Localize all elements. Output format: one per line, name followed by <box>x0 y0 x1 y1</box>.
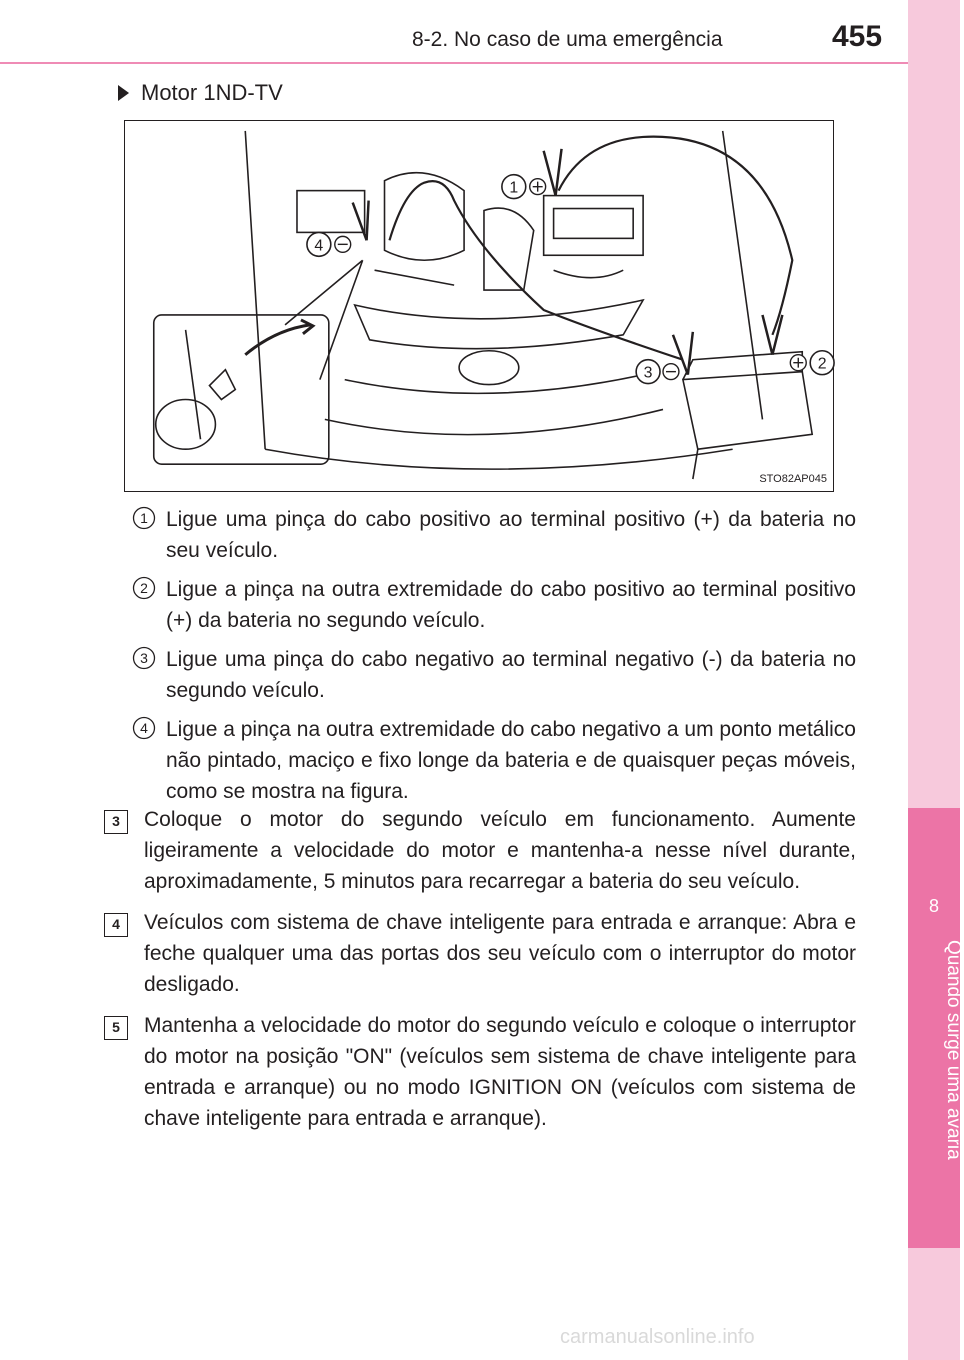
svg-text:2: 2 <box>140 580 148 596</box>
substep-text: Ligue a pinça na outra extremidade do cabo negativo a um ponto metálico não pintado, maciço e fixo longe da bateria e de quaisquer peças móveis, como se mostra na figura. <box>166 718 856 803</box>
circled-number-3 <box>132 646 166 670</box>
step-text: Coloque o motor do segundo veículo em funcionamento. Aumente ligeiramente a velocidade do motor e mantenha-a nesse nível durante, aproximadamente, 5 minutos para recarregar a bateria do seu veículo. <box>144 808 856 893</box>
list-item <box>104 804 856 897</box>
chapter-number: 8 <box>928 896 939 916</box>
section-heading <box>118 80 283 106</box>
substep-list <box>132 504 856 815</box>
page-number: 455 <box>832 20 883 53</box>
svg-text:1: 1 <box>140 510 148 526</box>
step-text: Mantenha a velocidade do motor do segundo veículo e coloque o interruptor do motor na posição "ON" (veículos sem sistema de chave inteligente para entrada e arranque) ou no modo IGNITION ON (veículos com sistema de chave inteligente para entrada e arranque). <box>144 1014 856 1130</box>
step-text: Veículos com sistema de chave inteligente para entrada e arranque: Abra e feche qualquer uma das portas dos seu veículo com o interruptor do motor desligado. <box>144 911 856 996</box>
step-number-box: 4 <box>104 907 144 1000</box>
engine-bay-drawing <box>125 121 833 491</box>
list-item <box>132 714 856 807</box>
list-item <box>132 574 856 636</box>
circled-number-1 <box>132 506 166 530</box>
circled-number-2 <box>132 576 166 600</box>
substep-text: Ligue uma pinça do cabo negativo ao terminal negativo (-) da bateria no segundo veículo. <box>166 648 856 702</box>
substep-text: Ligue uma pinça do cabo positivo ao terminal positivo (+) da bateria no seu veículo. <box>166 508 856 562</box>
watermark: carmanualsonline.info <box>560 1326 755 1348</box>
section-heading-text: Motor 1ND-TV <box>141 80 283 105</box>
arrow-right-icon <box>118 85 129 101</box>
list-item <box>132 644 856 706</box>
step-number-box: 3 <box>104 804 144 897</box>
list-item <box>104 907 856 1000</box>
callout-4-label: 4 <box>314 237 324 255</box>
callout-2-label: 2 <box>817 355 827 373</box>
list-item <box>104 1010 856 1134</box>
jump-start-illustration <box>124 120 834 492</box>
svg-text:4: 4 <box>140 720 148 736</box>
step-number-box: 5 <box>104 1010 144 1134</box>
step-list <box>104 804 856 1144</box>
circled-number-4 <box>132 716 166 740</box>
chapter-title: Quando surge uma avaria <box>943 940 964 1160</box>
svg-text:3: 3 <box>140 650 148 666</box>
header-rule <box>0 62 908 64</box>
callout-1-label: 1 <box>509 179 519 197</box>
header-section-title: 8-2. No caso de uma emergência <box>412 28 723 51</box>
list-item <box>132 504 856 566</box>
callout-3-label: 3 <box>643 364 653 382</box>
figure-code: STO82AP045 <box>759 473 827 485</box>
substep-text: Ligue a pinça na outra extremidade do cabo positivo ao terminal positivo (+) da bateria no segundo veículo. <box>166 578 856 632</box>
